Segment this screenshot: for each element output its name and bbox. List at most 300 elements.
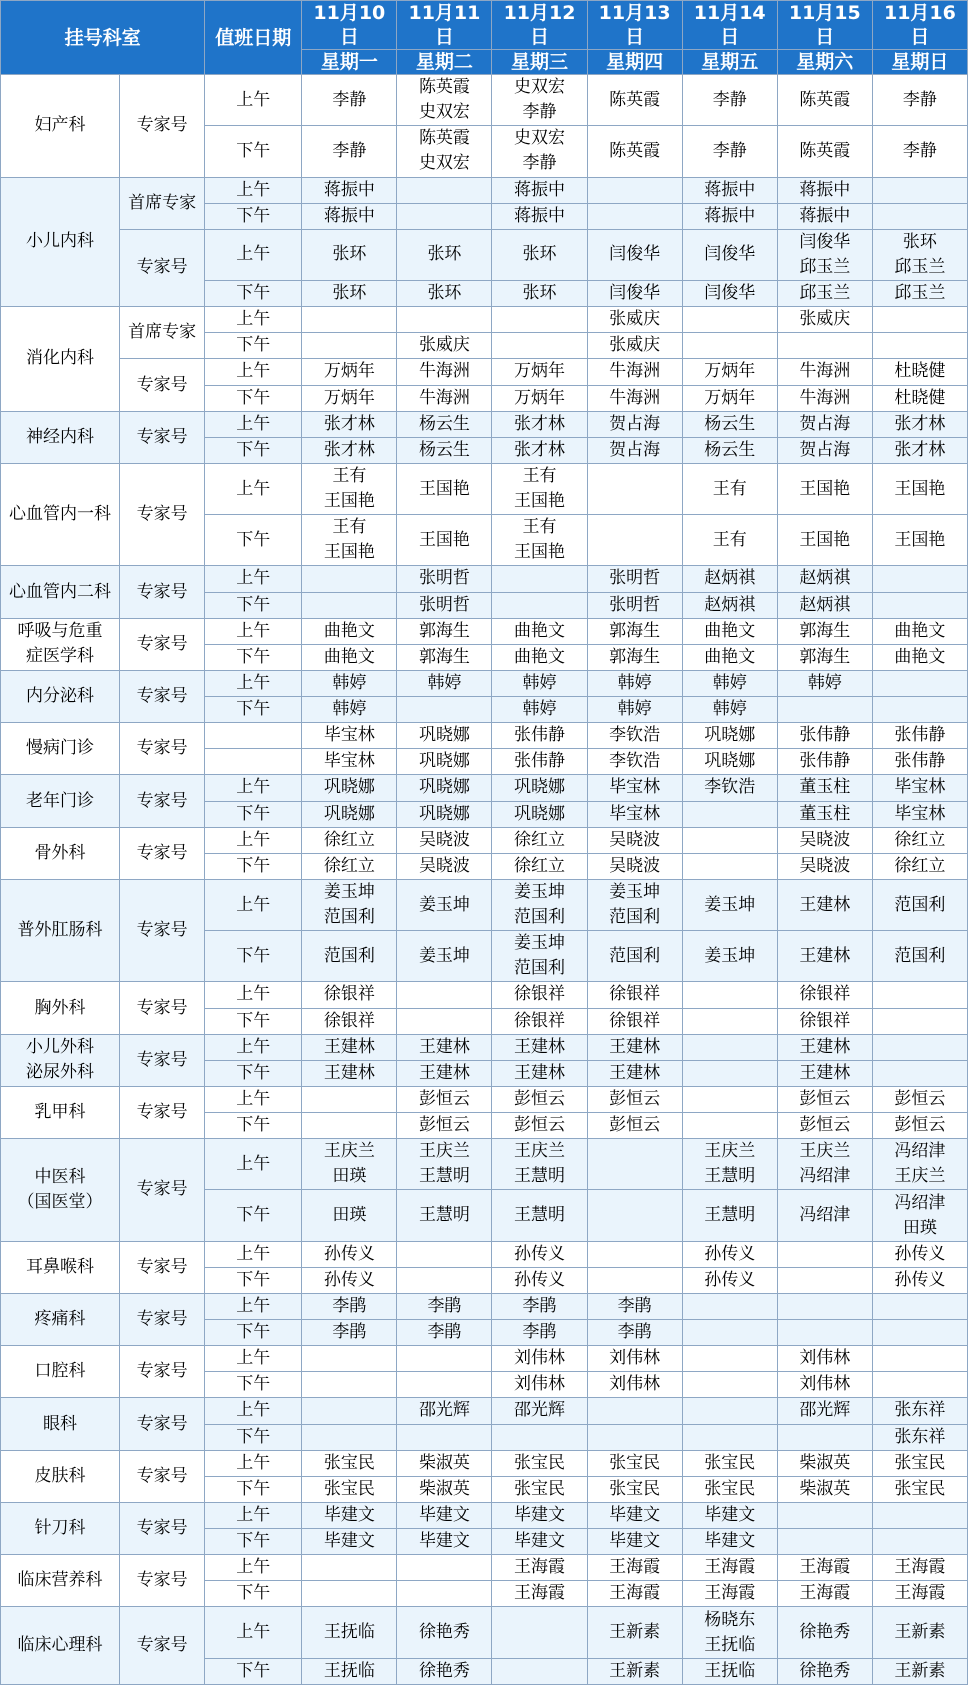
doctor-cell: 万炳年 xyxy=(302,359,397,385)
text-line: 呼吸与危重 xyxy=(17,621,103,642)
schedule-row xyxy=(1,463,968,514)
department-name xyxy=(1,618,120,670)
department-name: 临床营养科 xyxy=(1,1555,120,1607)
doctor-cell: 韩婷 xyxy=(777,670,872,696)
schedule-row xyxy=(1,1555,968,1581)
doctor-cell: 姜玉坤 xyxy=(682,931,777,982)
doctor-cell: 邱玉兰 xyxy=(777,281,872,307)
doctor-cell: 王建林 xyxy=(777,931,872,982)
doctor-cell xyxy=(587,203,682,229)
doctor-cell xyxy=(587,463,682,514)
doctor-cell: 郭海生 xyxy=(587,644,682,670)
registration-type: 专家号 xyxy=(120,879,205,982)
doctor-cell xyxy=(682,982,777,1008)
text-line: 王有 xyxy=(522,466,557,486)
doctor-cell: 刘伟林 xyxy=(587,1372,682,1398)
text-line: 泌尿外科 xyxy=(26,1062,95,1083)
registration-type: 专家号 xyxy=(120,1034,205,1086)
doctor-cell: 彭恒云 xyxy=(777,1113,872,1139)
half-day-label: 上午 xyxy=(205,670,302,696)
doctor-cell: 范国利 xyxy=(872,879,967,930)
doctor-cell xyxy=(397,1581,492,1607)
doctor-cell: 徐红立 xyxy=(302,827,397,853)
doctor-cell xyxy=(872,307,967,333)
doctor-cell: 张环 xyxy=(397,281,492,307)
date-header: 11月12日 xyxy=(492,1,587,50)
doctor-cell xyxy=(777,333,872,359)
text-line: 王抚临 xyxy=(704,1634,756,1655)
doctor-cell: 赵炳祺 xyxy=(777,566,872,592)
doctor-cell: 巩晓娜 xyxy=(682,749,777,775)
doctor-cell: 李鹃 xyxy=(397,1320,492,1346)
doctor-cell xyxy=(777,1529,872,1555)
doctor-cell xyxy=(397,203,492,229)
doctor-cell xyxy=(492,463,587,514)
doctor-cell: 张环 xyxy=(397,229,492,280)
half-day-label: 下午 xyxy=(205,203,302,229)
doctor-cell xyxy=(872,1529,967,1555)
half-day-label: 上午 xyxy=(205,1346,302,1372)
text-line: 王慧明 xyxy=(704,1166,756,1187)
text-line: 中医科 xyxy=(34,1166,86,1187)
text-line: 王庆兰 xyxy=(323,1141,375,1162)
doctor-cell: 徐红立 xyxy=(872,853,967,879)
registration-type: 专家号 xyxy=(120,463,205,566)
doctor-cell: 徐艳秀 xyxy=(777,1658,872,1684)
half-day-label: 上午 xyxy=(205,1555,302,1581)
doctor-cell xyxy=(302,463,397,514)
doctor-cell xyxy=(872,229,967,280)
doctor-cell: 王建林 xyxy=(492,1060,587,1086)
half-day-label: 上午 xyxy=(205,1450,302,1476)
doctor-cell: 蒋振中 xyxy=(777,177,872,203)
text-line: 王国艳 xyxy=(323,491,375,511)
registration-type: 专家号 xyxy=(120,1139,205,1242)
doctor-cell: 徐红立 xyxy=(492,827,587,853)
doctor-cell: 韩婷 xyxy=(587,670,682,696)
doctor-cell: 韩婷 xyxy=(302,697,397,723)
doctor-cell: 张东祥 xyxy=(872,1398,967,1424)
doctor-cell: 张宝民 xyxy=(872,1476,967,1502)
doctor-cell: 张才林 xyxy=(872,437,967,463)
doctor-cell xyxy=(777,697,872,723)
doctor-cell: 李鹃 xyxy=(302,1320,397,1346)
department-name: 疼痛科 xyxy=(1,1293,120,1345)
doctor-cell: 王海霞 xyxy=(872,1555,967,1581)
doctor-cell: 郭海生 xyxy=(777,618,872,644)
doctor-cell xyxy=(777,1241,872,1267)
doctor-cell xyxy=(397,177,492,203)
doctor-cell: 王建林 xyxy=(777,879,872,930)
doctor-cell xyxy=(492,879,587,930)
schedule-row xyxy=(1,618,968,644)
doctor-cell xyxy=(777,1293,872,1319)
doctor-cell: 孙传义 xyxy=(872,1267,967,1293)
doctor-cell xyxy=(587,879,682,930)
doctor-cell: 张宝民 xyxy=(492,1450,587,1476)
doctor-cell: 徐银祥 xyxy=(777,982,872,1008)
doctor-cell: 万炳年 xyxy=(492,359,587,385)
weekday-header: 星期日 xyxy=(872,50,967,75)
doctor-cell xyxy=(397,1139,492,1190)
doctor-cell: 闫俊华 xyxy=(682,281,777,307)
half-day-label: 上午 xyxy=(205,1502,302,1528)
half-day-label: 下午 xyxy=(205,515,302,566)
doctor-cell xyxy=(587,1398,682,1424)
schedule-row xyxy=(1,359,968,385)
half-day-label: 下午 xyxy=(205,1320,302,1346)
half-day-label: 下午 xyxy=(205,644,302,670)
doctor-cell: 毕宝林 xyxy=(872,775,967,801)
doctor-cell xyxy=(492,931,587,982)
doctor-cell: 蒋振中 xyxy=(682,177,777,203)
text-line: 冯绍津 xyxy=(894,1141,946,1162)
doctor-cell: 蒋振中 xyxy=(682,203,777,229)
schedule-row xyxy=(1,1502,968,1528)
doctor-cell: 王国艳 xyxy=(777,463,872,514)
department-name: 小儿内科 xyxy=(1,177,120,307)
doctor-cell: 王慧明 xyxy=(492,1190,587,1241)
doctor-cell: 王海霞 xyxy=(682,1555,777,1581)
doctor-cell xyxy=(777,1320,872,1346)
doctor-cell xyxy=(492,1658,587,1684)
doctor-cell: 闫俊华 xyxy=(587,281,682,307)
department-name: 内分泌科 xyxy=(1,670,120,722)
doctor-cell: 杨云生 xyxy=(682,437,777,463)
doctor-cell: 徐红立 xyxy=(492,853,587,879)
doctor-cell: 孙传义 xyxy=(302,1267,397,1293)
date-header: 11月16日 xyxy=(872,1,967,50)
text-line: 张环 xyxy=(902,231,937,252)
doctor-cell: 徐艳秀 xyxy=(397,1607,492,1658)
doctor-cell: 牛海洲 xyxy=(777,385,872,411)
doctor-cell: 姜玉坤 xyxy=(682,879,777,930)
doctor-cell xyxy=(302,1346,397,1372)
doctor-cell: 毕宝林 xyxy=(302,749,397,775)
doctor-cell: 彭恒云 xyxy=(587,1086,682,1112)
schedule-row xyxy=(1,75,968,126)
doctor-cell: 巩晓娜 xyxy=(492,801,587,827)
doctor-cell: 邱玉兰 xyxy=(872,281,967,307)
doctor-cell: 陈英霞 xyxy=(777,126,872,177)
registration-type: 专家号 xyxy=(120,411,205,463)
doctor-cell xyxy=(682,1398,777,1424)
doctor-cell: 王海霞 xyxy=(587,1581,682,1607)
doctor-cell: 王海霞 xyxy=(587,1555,682,1581)
doctor-cell xyxy=(872,592,967,618)
doctor-cell: 王建林 xyxy=(302,1060,397,1086)
registration-type: 专家号 xyxy=(120,1241,205,1293)
half-day-label: 上午 xyxy=(205,75,302,126)
schedule-row xyxy=(1,879,968,930)
schedule-row xyxy=(1,670,968,696)
text-line: 王庆兰 xyxy=(894,1166,946,1187)
doctor-cell: 牛海洲 xyxy=(397,359,492,385)
half-day-label: 下午 xyxy=(205,1372,302,1398)
doctor-cell xyxy=(872,1372,967,1398)
doctor-cell: 张宝民 xyxy=(492,1476,587,1502)
text-line: 范国利 xyxy=(323,907,375,927)
doctor-cell xyxy=(872,1034,967,1060)
doctor-cell: 王国艳 xyxy=(872,463,967,514)
text-line: 姜玉坤 xyxy=(323,882,375,902)
doctor-cell: 孙传义 xyxy=(302,1241,397,1267)
doctor-cell: 曲艳文 xyxy=(492,644,587,670)
doctor-cell: 韩婷 xyxy=(492,697,587,723)
doctor-cell: 徐红立 xyxy=(302,853,397,879)
doctor-cell: 巩晓娜 xyxy=(397,775,492,801)
text-line: 王慧明 xyxy=(418,1166,470,1187)
date-header: 11月11日 xyxy=(397,1,492,50)
doctor-cell: 曲艳文 xyxy=(302,618,397,644)
doctor-cell: 陈英霞 xyxy=(777,75,872,126)
doctor-cell: 王国艳 xyxy=(777,515,872,566)
doctor-cell: 毕建文 xyxy=(302,1529,397,1555)
doctor-cell xyxy=(302,592,397,618)
doctor-cell: 彭恒云 xyxy=(492,1086,587,1112)
half-day-label: 下午 xyxy=(205,1113,302,1139)
doctor-cell: 张才林 xyxy=(302,437,397,463)
doctor-cell: 徐银祥 xyxy=(302,1008,397,1034)
half-day-label: 下午 xyxy=(205,697,302,723)
doctor-cell xyxy=(492,333,587,359)
doctor-cell xyxy=(397,75,492,126)
doctor-cell xyxy=(397,1555,492,1581)
doctor-cell xyxy=(587,1190,682,1241)
doctor-cell: 徐银祥 xyxy=(587,982,682,1008)
registration-type: 专家号 xyxy=(120,1086,205,1138)
half-day-label: 下午 xyxy=(205,126,302,177)
doctor-cell: 张威庆 xyxy=(587,307,682,333)
doctor-cell: 毕宝林 xyxy=(302,723,397,749)
text-line: 冯绍津 xyxy=(894,1192,946,1213)
doctor-cell xyxy=(302,333,397,359)
doctor-cell: 张宝民 xyxy=(682,1476,777,1502)
half-day-label: 上午 xyxy=(205,411,302,437)
half-day-label: 下午 xyxy=(205,1581,302,1607)
doctor-cell: 贺占海 xyxy=(777,411,872,437)
doctor-cell: 曲艳文 xyxy=(872,644,967,670)
doctor-cell: 张宝民 xyxy=(587,1450,682,1476)
doctor-cell: 王慧明 xyxy=(682,1190,777,1241)
registration-type: 专家号 xyxy=(120,670,205,722)
doctor-cell xyxy=(397,1241,492,1267)
doctor-cell: 董玉柱 xyxy=(777,801,872,827)
doctor-cell: 蒋振中 xyxy=(302,203,397,229)
half-day-label: 上午 xyxy=(205,307,302,333)
text-line: 小儿外科 xyxy=(26,1037,95,1058)
weekday-header: 星期五 xyxy=(682,50,777,75)
doctor-cell: 赵炳祺 xyxy=(777,592,872,618)
doctor-cell: 徐银祥 xyxy=(492,1008,587,1034)
department-name xyxy=(1,1139,120,1242)
dept-column-header: 挂号科室 xyxy=(1,1,205,75)
half-day-label: 下午 xyxy=(205,437,302,463)
doctor-cell xyxy=(302,1398,397,1424)
doctor-cell: 刘伟林 xyxy=(492,1346,587,1372)
doctor-cell: 范国利 xyxy=(302,931,397,982)
text-line: 姜玉坤 xyxy=(609,882,661,902)
department-name: 皮肤科 xyxy=(1,1450,120,1502)
department-name: 针刀科 xyxy=(1,1502,120,1554)
doctor-cell: 杜晓健 xyxy=(872,385,967,411)
weekday-header: 星期四 xyxy=(587,50,682,75)
doctor-cell: 王新素 xyxy=(872,1607,967,1658)
doctor-cell: 徐银祥 xyxy=(587,1008,682,1034)
date-header: 11月15日 xyxy=(777,1,872,50)
department-name: 临床心理科 xyxy=(1,1607,120,1685)
text-line: 史双宏 xyxy=(418,153,470,174)
department-name: 胸外科 xyxy=(1,982,120,1034)
doctor-cell xyxy=(397,1424,492,1450)
doctor-cell: 王海霞 xyxy=(872,1581,967,1607)
department-name: 普外肛肠科 xyxy=(1,879,120,982)
half-day-label: 下午 xyxy=(205,1190,302,1241)
doctor-cell xyxy=(302,1581,397,1607)
schedule-row xyxy=(1,827,968,853)
doctor-cell: 毕建文 xyxy=(492,1502,587,1528)
doctor-cell: 闫俊华 xyxy=(587,229,682,280)
half-day-label xyxy=(205,723,302,749)
doctor-cell: 牛海洲 xyxy=(587,359,682,385)
doctor-cell: 彭恒云 xyxy=(397,1086,492,1112)
schedule-row xyxy=(1,1346,968,1372)
doctor-cell xyxy=(587,1267,682,1293)
text-line: 杨晓东 xyxy=(704,1609,756,1630)
doctor-cell xyxy=(587,1424,682,1450)
doctor-cell: 李鹃 xyxy=(302,1293,397,1319)
doctor-cell: 王建林 xyxy=(587,1034,682,1060)
doctor-cell: 张环 xyxy=(302,229,397,280)
schedule-row xyxy=(1,1034,968,1060)
half-day-label: 下午 xyxy=(205,1060,302,1086)
doctor-cell xyxy=(682,1113,777,1139)
doctor-cell: 巩晓娜 xyxy=(492,775,587,801)
department-name xyxy=(1,1034,120,1086)
half-day-label: 上午 xyxy=(205,1241,302,1267)
text-line: 闫俊华 xyxy=(799,231,851,252)
doctor-cell: 张宝民 xyxy=(302,1476,397,1502)
registration-type: 首席专家 xyxy=(120,307,205,359)
registration-type: 专家号 xyxy=(120,1450,205,1502)
doctor-cell xyxy=(682,1060,777,1086)
registration-type: 专家号 xyxy=(120,1346,205,1398)
department-name: 乳甲科 xyxy=(1,1086,120,1138)
doctor-cell xyxy=(302,1555,397,1581)
doctor-cell xyxy=(587,177,682,203)
doctor-cell: 姜玉坤 xyxy=(397,879,492,930)
doctor-cell xyxy=(587,515,682,566)
doctor-cell xyxy=(587,1139,682,1190)
text-line: 王庆兰 xyxy=(418,1141,470,1162)
doctor-cell: 李静 xyxy=(682,126,777,177)
schedule-row xyxy=(1,1241,968,1267)
doctor-cell xyxy=(492,1424,587,1450)
doctor-cell: 王抚临 xyxy=(302,1658,397,1684)
doctor-cell: 蒋振中 xyxy=(777,203,872,229)
text-line: 姜玉坤 xyxy=(514,933,566,954)
text-line: 范国利 xyxy=(609,907,661,927)
doctor-cell xyxy=(872,177,967,203)
doctor-cell: 韩婷 xyxy=(397,670,492,696)
doctor-cell: 李鹃 xyxy=(397,1293,492,1319)
schedule-row xyxy=(1,1139,968,1190)
registration-type: 首席专家 xyxy=(120,177,205,229)
department-name: 眼科 xyxy=(1,1398,120,1450)
doctor-cell: 孙传义 xyxy=(682,1241,777,1267)
text-line: 冯绍津 xyxy=(799,1166,851,1187)
doctor-cell xyxy=(682,307,777,333)
doctor-cell: 张伟静 xyxy=(777,723,872,749)
doctor-cell xyxy=(302,879,397,930)
doctor-cell xyxy=(682,1139,777,1190)
doctor-cell: 邵光辉 xyxy=(492,1398,587,1424)
doctor-cell xyxy=(397,1372,492,1398)
doctor-cell xyxy=(397,697,492,723)
department-name: 妇产科 xyxy=(1,75,120,178)
half-day-label: 上午 xyxy=(205,1293,302,1319)
doctor-cell: 徐艳秀 xyxy=(777,1607,872,1658)
doctor-cell: 蒋振中 xyxy=(492,203,587,229)
doctor-cell: 李鹃 xyxy=(492,1293,587,1319)
text-line: 王有 xyxy=(332,517,367,538)
doctor-cell xyxy=(492,307,587,333)
half-day-label: 下午 xyxy=(205,931,302,982)
doctor-cell xyxy=(682,1293,777,1319)
text-line: 症医学科 xyxy=(26,646,95,667)
schedule-row xyxy=(1,982,968,1008)
doctor-cell: 孙传义 xyxy=(492,1267,587,1293)
doctor-cell xyxy=(872,566,967,592)
doctor-cell: 张伟静 xyxy=(492,749,587,775)
doctor-cell: 万炳年 xyxy=(302,385,397,411)
weekday-header: 星期一 xyxy=(302,50,397,75)
half-day-label: 上午 xyxy=(205,1034,302,1060)
doctor-cell: 巩晓娜 xyxy=(397,749,492,775)
text-line: 王有 xyxy=(332,466,367,486)
doctor-cell: 郭海生 xyxy=(587,618,682,644)
doctor-cell: 张环 xyxy=(492,281,587,307)
doctor-cell: 张明哲 xyxy=(397,592,492,618)
text-line: 王有 xyxy=(522,517,557,538)
half-day-label: 下午 xyxy=(205,853,302,879)
doctor-cell: 柴淑英 xyxy=(777,1450,872,1476)
doctor-cell xyxy=(682,853,777,879)
schedule-row xyxy=(1,229,968,280)
doctor-cell: 张伟静 xyxy=(872,749,967,775)
text-line: 王慧明 xyxy=(514,1166,566,1187)
doctor-cell: 孙传义 xyxy=(492,1241,587,1267)
doctor-cell xyxy=(872,697,967,723)
doctor-cell xyxy=(682,1034,777,1060)
doctor-cell xyxy=(492,566,587,592)
doctor-cell: 郭海生 xyxy=(397,644,492,670)
schedule-row xyxy=(1,566,968,592)
doctor-cell: 张伟静 xyxy=(872,723,967,749)
half-day-label: 下午 xyxy=(205,333,302,359)
schedule-row xyxy=(1,1398,968,1424)
half-day-label: 下午 xyxy=(205,592,302,618)
duty-date-header: 值班日期 xyxy=(205,1,302,75)
doctor-cell xyxy=(492,1607,587,1658)
doctor-cell: 曲艳文 xyxy=(682,618,777,644)
doctor-cell: 张环 xyxy=(302,281,397,307)
doctor-cell xyxy=(682,1320,777,1346)
doctor-cell: 刘伟林 xyxy=(492,1372,587,1398)
doctor-cell: 张东祥 xyxy=(872,1424,967,1450)
doctor-cell: 彭恒云 xyxy=(587,1113,682,1139)
doctor-cell xyxy=(872,1502,967,1528)
